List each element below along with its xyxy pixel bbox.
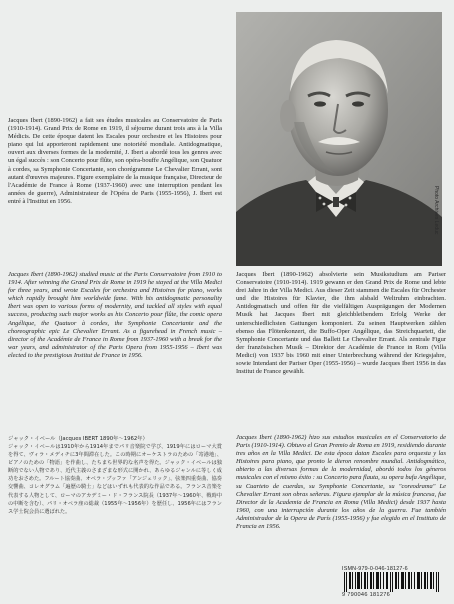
barcode-digits: 9 790046 181276: [342, 592, 391, 598]
ismn-number: ISMN-979-0-046-18127-6: [342, 566, 408, 572]
biography-japanese-text: ジャック・イベールは1910年から1914年までパリ音楽院で学び、1919年にはローマ大賞を得て、ヴィラ・メディチに3年間滞在した。この時期にオーケストラのための「寄港地」、ピアノのための「物語」を作曲し、たちまち世界的な名声を得た。ジャック・イベールは独断的でない人物であり、近代主義のさまざまな形式に開かれ、あらゆるジャンルに等しく成功をおさめた。フルート協奏曲、オペラ・ブッファ「アンジェリック」、弦楽四重奏曲、協奏交響曲、コレオグラム「遍歴の騎士」などはいずれも代表的な作品である。フランス音楽を代表する人物として、ローマのアカデミー・ド・フランス院長（1937年〜1960年、戦時中の中断を含む）、パリ・オペラ座の総裁（1955年〜1956年）を歴任し、1956年にはフランス学士院会員に選ばれた。: [8, 444, 222, 515]
biography-spanish: Jacques Ibert (1890-1962) hizo sus estudios musicales en el Conservatorio de Paris (1910-1914). Obtuvo el Gran Premio de Roma en 1919, residiendo durante tres años en la Villa Medici. De esta época datan Escales para orquesta y las Histoires para piano, que pronto le dieron renombre mundial. Antidogmático, abierto a las diversas formas de la modernidad, abordó todos los géneros musicales con el mismo éxito : su Concerto para flauta, su opera bufa Angélique, su Cuarteto de cuerdas, su Symphonie Concertante, su "coreodrama" Le Chevalier Errant son obras señeras. Figura ejemplar de la música francesa, fue Director de la Academia de Francia en Roma (Villa Medici) desde 1937 hasta 1960, con una interrupción durante los años de la guerra. Fue también Administrador de la Opera de París (1955-1956) y fue elegido en el Instituto de Francia en 1956.: [236, 434, 446, 531]
biography-german: Jacques Ibert (1890-1962) absolvierte sein Musikstudium am Pariser Conservatoire (1910-1914). 1919 gewann er den Grand Prix de Rome und lebte drei Jahre in der Villa Medici. Aus dieser Zeit stammen die Escales für Orchester und die Histoires für Klavier, die ihm alsbald Weltruhm einbrachten. Antidogmatisch und offen für die vielfältigen Ausprägungen der Modernen Musik hat Jacques Ibert mit gleichbleibendem Erfolg Werke der unterschiedlichsten Gattungen komponiert. Zu seinen Hauptwerken zählen ebenso das Flötenkonzert, die Buffo-Oper Angélique, das Streichquartett, die Symphonie Concertante und das Ballett Le Chevalier Errant. Als zentrale Figur der französischen Musik – Direktor der Académie de France in Rom (Villa Medici) von 1937 bis 1960 mit einer Unterbrechung während der Kriegsjahre, sowie Intendant der Pariser Oper (1955-1956) – wurde Jacques Ibert 1956 in das Institut de France gewählt.: [236, 271, 446, 376]
biography-japanese: [8, 434, 222, 442]
biography-english: Jacques Ibert (1890-1962) studied music at the Paris Conservatoire from 1910 to 1914. After winning the Grand Prix de Rome in 1919 he stayed at the Villa Medici for three years, and wrote Escales for orchestra and Histoires for piano, works which rapidly brought him worldwide fame. With his antidogmatic personality Ibert was open to various forms of modernity, and tackled all styles with equal success, producing such major works as his Concerto pour flûte, the comic opera Angélique, the Quatuor à cordes, the Symphonie Concertante and the choreographic epic Le Chevalier Errant. As a figurehead in French music – director of the Académie de France in Rome from 1937-1960 with a break for the war years, and administrator of the Paris Opera from 1955-1956 – Ibert was elected to the prestigious Institut de France in 1956.: [8, 271, 222, 359]
portrait-image: [236, 12, 442, 266]
japanese-heading: ジャック・イベール（Jacques IBERT 1890年〜1962年）: [8, 436, 148, 442]
biography-french: Jacques Ibert (1890-1962) a fait ses études musicales au Conservatoire de Paris (1910-1914). Grand Prix de Rome en 1919, il séjourne durant trois ans à la Villa Médicis. De cette époque datent les Escales pour orchestre et les Histoires pour piano qui lui apporteront rapidement une notoriété mondiale. Antidogmatique, ouvert aux diverses formes de la modernité, J. Ibert a abordé tous les genres avec un égal succès : son Concerto pour flûte, son opéra-bouffe Angélique, son Quatuor à cordes, sa Symphonie Concertante, son chorégramme Le Chevalier Errant, sont autant d'œuvres majeures. Figure exemplaire de la musique française, Directeur de l'Académie de France à Rome (1937-1960) avec une interruption pendant les années de guerre), Administrateur de l'Opéra de Paris (1955-1956), J. Ibert est entré à l'Institut en 1956.: [8, 117, 222, 205]
photo-credit: Photo Archives Leduc: [433, 186, 439, 235]
portrait-photo: [236, 12, 442, 266]
barcode-block: [342, 566, 446, 600]
barcode-image: [342, 572, 446, 592]
